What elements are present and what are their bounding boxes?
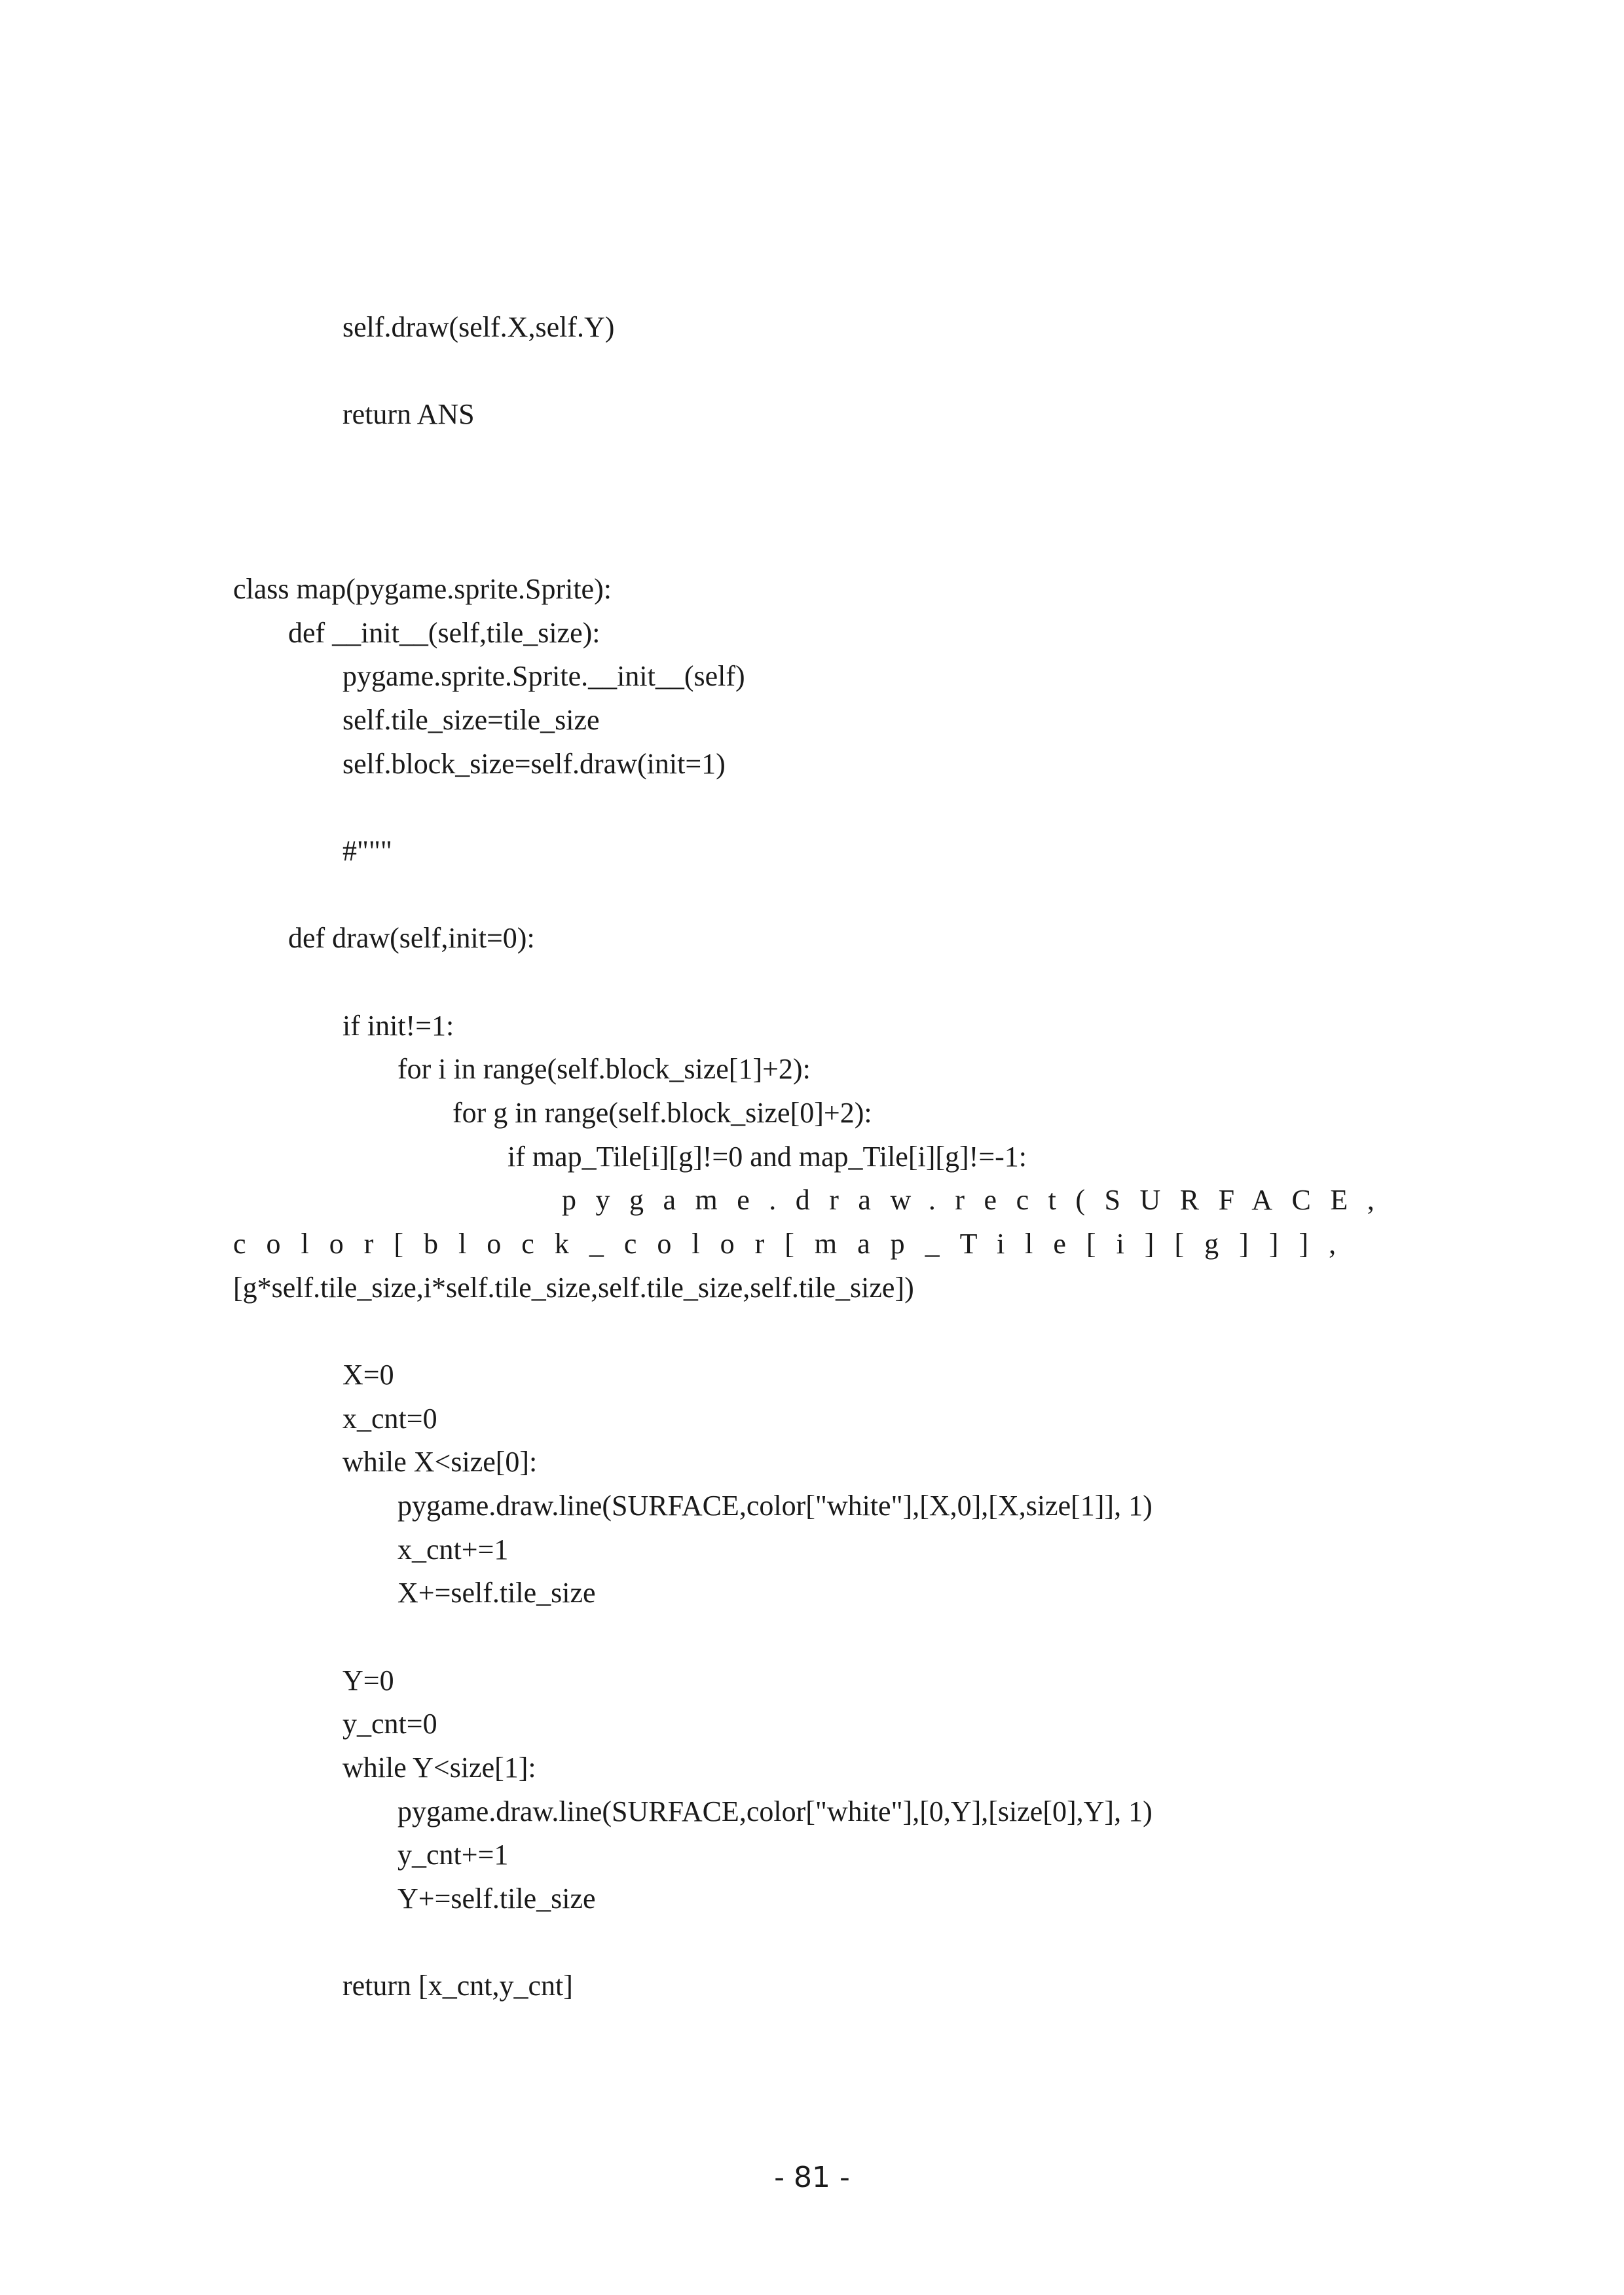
code-line: if init!=1:	[342, 1010, 454, 1042]
code-line: X=0	[342, 1359, 394, 1391]
code-line: pygame.draw.line(SURFACE,color["white"],[X,0],[X,size[1]], 1)	[397, 1490, 1153, 1522]
code-line: Y=0	[342, 1664, 394, 1697]
code-line: x_cnt+=1	[397, 1533, 509, 1566]
code-line: pygame.draw.rect(SURFACE,	[562, 1184, 1394, 1216]
code-line: class map(pygame.sprite.Sprite):	[233, 573, 612, 605]
code-line: if map_Tile[i][g]!=0 and map_Tile[i][g]!=-1:	[507, 1141, 1027, 1173]
code-line: while X<size[0]:	[342, 1446, 538, 1478]
code-line: color[block_color[map_Tile[i][g]]],	[233, 1228, 1357, 1260]
code-line: self.tile_size=tile_size	[342, 704, 600, 736]
code-line: pygame.sprite.Sprite.__init__(self)	[342, 660, 745, 692]
code-line: pygame.draw.line(SURFACE,color["white"],[0,Y],[size[0],Y], 1)	[397, 1795, 1153, 1827]
code-line: def draw(self,init=0):	[288, 922, 535, 954]
code-line: return [x_cnt,y_cnt]	[342, 1970, 573, 2002]
code-line: return ANS	[342, 398, 475, 430]
code-line: while Y<size[1]:	[342, 1752, 536, 1784]
code-line: for g in range(self.block_size[0]+2):	[452, 1097, 872, 1129]
code-line: self.block_size=self.draw(init=1)	[342, 748, 726, 780]
page-number: - 81 -	[774, 2161, 850, 2194]
code-line: #"""	[342, 835, 392, 867]
code-line: self.draw(self.X,self.Y)	[342, 311, 615, 343]
code-line: y_cnt=0	[342, 1708, 437, 1740]
code-line: X+=self.tile_size	[397, 1577, 596, 1609]
code-line: def __init__(self,tile_size):	[288, 617, 600, 649]
code-line: for i in range(self.block_size[1]+2):	[397, 1053, 811, 1085]
code-line: Y+=self.tile_size	[397, 1882, 596, 1915]
code-line: y_cnt+=1	[397, 1839, 509, 1871]
code-line: x_cnt=0	[342, 1403, 437, 1435]
code-line: [g*self.tile_size,i*self.tile_size,self.tile_size,self.tile_size])	[233, 1272, 914, 1304]
